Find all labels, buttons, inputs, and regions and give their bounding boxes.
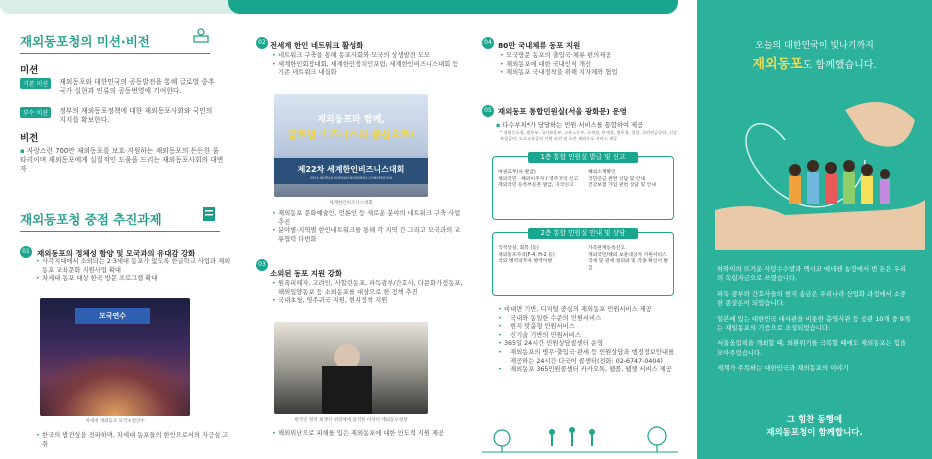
story-paragraph: 서울올림픽을 개최할 때, 외환위기를 극복할 때에도 재외동포는 힘을 모아주었습니다. [717,339,907,357]
second-floor-list-right [588,246,672,272]
list-item: • 재외동포에 대한 국내인식 개선 [498,61,683,70]
closing-line-1: 그 힘찬 동행에 [786,415,843,425]
headline-1: 오늘의 대한민국이 빛나기까지 [755,41,874,51]
basic-mission-pill: 기본 미션 [20,78,51,89]
first-floor-list-left [498,170,586,190]
list-item: • 재외동포의 병무·출입국·관세 등 민원상담과 행정정보안내를 제공하는 24시간 다국어 콜센터(전화: 02-6747-0404) [496,349,682,366]
list-item: 재외동포자격(F-4, H-2 등) [498,252,555,258]
task-title: 재외동포의 정체성 함양 및 모국과의 유대감 강화 [37,249,196,258]
task-title: 재외동포 통합민원실(서울 광화문) 운영 [498,107,627,116]
digital-services [496,306,682,375]
story-paragraph: 파독 광부와 간호사들의 현지 송금은 우리나라 산업화 과정에서 소중한 종잣돈이 되었습니다. [717,289,907,308]
list-item: • 재외동포 365민원콜센터 카카오톡, 웹콜, 웹챗 서비스 제공 [496,366,682,375]
people-trees-illustration [482,414,678,454]
mission-heading [20,32,210,54]
task-2-bullets [270,52,460,78]
list-item: 국민연금 관련 상담 및 안내 [588,176,646,182]
story-paragraph: 일본에 있는 대한민국 대사관을 비롯한 총영사관 등 공관 10개 중 9개는 재일동포의 기증으로 조성되었습니다. [717,314,911,333]
headline-highlight: 재외동포 [752,57,803,72]
story-paragraph: 하와이의 뜨거운 사탕수수밭과 멕시코 에네켄 농장에서 번 돈은 우리의 독립자금으로 쓰였습니다. [717,265,907,283]
task-3-bullets [270,280,464,306]
first-floor-list-right [588,170,672,190]
photo-business-convention [274,94,428,197]
vision-label: 비전 [20,133,39,144]
hands-people-illustration [715,80,925,250]
sub-mission-text: 정부의 재외동포정책에 대한 재외동포사회와 국민의 지지를 확보한다. [59,107,213,124]
list-item: 건강보험 가입 관련 상담 및 안내 [588,183,656,189]
task-number: 01 [20,246,32,258]
list-item: 가족관계등록신고 [588,246,626,251]
list-item: 해외소재확인 [588,170,616,175]
banner-line-2: 글로벌 비즈니스의 중심으로! [287,130,415,141]
top-band-accent [228,0,678,14]
people-group [789,160,890,204]
task-title: 80만 국내체류 동포 지원 [498,41,581,50]
photo-caption: 세계한인비즈니스대회 [329,201,373,206]
bullet-icon: ▪ [496,122,501,129]
list-item: • 비대면 기반, 디지털 중심의 재외동포 민원서비스 제공 [496,306,682,315]
basic-mission [20,78,225,97]
mission-title: 재외동포청의 미션·비전 [20,34,150,49]
list-item: 재외국민 · 해외이주자 / 영주귀국 신고 [498,176,579,182]
list-item: • 365일 24시간 민원상담콜센터 운영 [496,340,682,349]
document-icon [202,206,216,222]
task-title: 전세계 한인 네트워크 활성화 [270,41,364,50]
first-floor-title: 1층 통합 민원실 발급 및 신고 [528,152,638,163]
list-item: • 국내와 동일한 수준의 민원서비스 [496,315,682,324]
list-item: • 세계한인회장대회, 세계한인정치인포럼, 세계한인비즈니스대회 등 기존 네트워크 내실화 [270,61,460,78]
story-paragraphs [717,265,912,374]
list-item: • 신기술 기반의 민원서비스 [496,332,682,341]
right-panel [697,0,932,459]
task-item-5 [482,100,494,119]
bullet-icon: ▪ [20,147,25,155]
task-item-4 [482,32,494,51]
task-number: 04 [482,37,494,49]
list-item: 여권교부(유·발급) [498,170,536,175]
task-2-bullets-2 [270,210,462,244]
banner-line-4: 2024 WORLD KOREAN BUSINESS CONVENTION [309,176,393,180]
list-item: • 국내초청, 영주귀국 지원, 현지정착 지원 [270,297,464,306]
mission-label: 미션 [20,65,39,76]
service-lead-text: 다수부처*가 담당하는 민원 서비스를 통합하여 제공 [502,122,644,129]
vision-text [20,147,225,174]
task-1-bullets-2 [34,432,234,449]
speaker-body [322,366,372,414]
list-item: 재외국민/해외 보훈대상자 지원서비스 [588,252,667,258]
list-item: • 분야별·지역별 한인네트워크를 통해 각 지역 간 그리고 모국과의 교류협력 다변화 [270,227,462,244]
story-paragraph: 세계가 주목하는 대한민국과 재외동포의 이야기 [717,364,849,373]
list-item: • 재외동포 문화예술인, 언론인 등 새로운 분야의 네트워크 구축 사업 추진 [270,210,462,227]
basic-mission-text: 재외동포와 대한민국의 공동발전을 통해 글로벌 중추국가 실현과 인류의 공동번영에 기여한다. [59,78,215,95]
task-number: 02 [256,37,268,49]
divider [20,53,210,54]
closing-line-2: 재외동포청이 함께합니다. [766,428,863,438]
tasks-title: 재외동포청 중점 추진과제 [20,212,162,227]
stage-banner: 모국연수 [75,308,150,324]
task-item-3 [256,254,268,273]
divider [20,231,220,232]
second-floor-title: 2층 통합 민원실 안내 및 상담 [528,228,638,239]
banner-line-3: 제22차 세계한인비즈니스대회 [297,165,405,174]
service-note: * 재외동포청, 법무부, 국가보훈부, 고용노동부, 국세청, 관세청, 병무청, 경찰, 국민연금공단, 건강보험공단, 도로교통공단 인력 파견 및 소관 재외동포 서비스 제공 [500,130,678,141]
tasks-heading [20,210,220,232]
task-3-bullets-2 [270,430,464,439]
task-title: 소외된 동포 지원 강화 [270,269,342,278]
info-desk-icon [192,26,210,44]
list-item: • 차세대 동포 대상 한국 방문 프로그램 확대 [34,275,232,284]
banner-line-1: 재외동포와 함께, [317,115,385,125]
list-item: • 현지 맞춤형 민원서비스 [496,323,682,332]
sub-mission [20,107,225,126]
list-item: • 해외위난으로 피해를 입은 재외동포에 대한 인도적 지원 제공 [270,430,464,439]
list-item: 국외 병역의무자 병역이행 [498,259,553,265]
photo-memorial-speech [274,322,428,414]
photo-caption: 차세대 재외동포 모국초청연수 [85,419,145,424]
service-lead [496,120,676,129]
task-number: 03 [256,259,268,271]
list-item: 재외국민 등록부등본 발급, 귀국신고 [498,183,574,189]
crowd-shape [40,356,190,416]
photo-youth-event [40,298,190,416]
task-1-bullets [34,258,232,284]
list-item: 국적상실, 회복 (등) [498,246,539,251]
list-item: • 사각지대에서 소외되는 2·3세대 동포가 없도록 한글학교 사업과 재외동포 교육문화 지원사업 확대 [34,258,232,275]
vision-text-body: 자랑스런 700만 재외동포를 보호·지원하는 재외동포의 든든한 울타리이며 재외동포에게 실질적인 도움을 드리는 재외동포사회의 대변자 [20,147,224,173]
task-4-bullets [498,52,683,78]
second-floor-list-left [498,246,586,266]
list-item: 국세 및 관세 질의와 및 각종 확인서 발급 [588,259,669,271]
list-item: • 원폭피해자, 고려인, 사할린동포, 파독광부/간호사, 다문화가정동포, 해외입양동포 등 소외동포를 대상으로 한 정책 추진 [270,280,464,297]
headline-rest: 도 함께했습니다. [802,60,877,71]
task-number: 05 [482,105,494,117]
list-item: • 모국방문 동포의 출입국·체류 편의제공 [498,52,683,61]
headline-2 [697,53,932,72]
list-item: • 재외동포 국내정착을 위해 지자체와 협업 [498,69,683,78]
list-item: • 한국의 발전상을 전파하며, 차세대 동포들의 한인으로서의 자긍심 고취 [34,432,234,449]
list-item: • 네트워크 구축을 통해 동포사회와 모국의 상생발전 도모 [270,52,460,61]
photo-caption: 한국인 원폭 희생자 위령제에 참석한 이상덕 재외동포청장 [294,418,408,423]
sub-mission-pill: 부수 미션 [20,107,51,118]
